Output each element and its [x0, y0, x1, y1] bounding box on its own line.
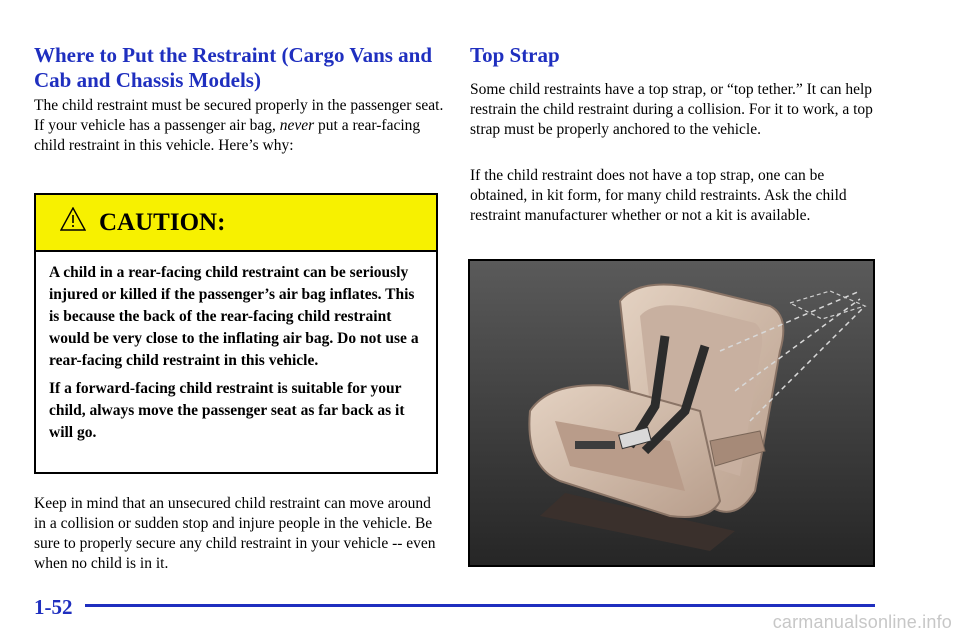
top-strap-paragraph-2: If the child restraint does not have a top strap, one can be obtained, in kit form, for many child restraints. Ask the child restraint manufacturer whether or not a kit is available. [470, 167, 847, 224]
caution-header [36, 195, 436, 252]
intro-emphasis: never [279, 117, 315, 134]
closing-paragraph: Keep in mind that an unsecured child restraint can move around in a collision or sudden stop and injure people in the vehicle. Be sure to properly secure any child restraint in your vehicle -- even when no child is in it. [34, 495, 436, 572]
page-number: 1-52 [34, 595, 73, 619]
section-heading-placement: Where to Put the Restraint (Cargo Vans and Cab and Chassis Models) [34, 43, 433, 92]
section-heading-top-strap: Top Strap [470, 43, 560, 67]
caution-paragraph-1: A child in a rear-facing child restraint can be seriously injured or killed if the passenger’s air bag inflates. This is because the back of the rear-facing child restraint would be very close to the inflating air bag. Do not use a rear-facing child restraint in this vehicle. [49, 264, 419, 369]
top-strap-paragraph-1: Some child restraints have a top strap, or “top tether.” It can help restrain the child restraint during a collision. For it to work, a top strap must be properly anchored to the vehicle. [470, 81, 873, 138]
warning-triangle-icon [60, 207, 86, 231]
intro-text-start: The child restraint must be secured properly in the passenger seat. If your vehicle has a passenger air bag, [34, 97, 444, 134]
child-seat-illustration [468, 259, 875, 567]
watermark: carmanualsonline.info [772, 612, 952, 632]
caution-paragraph-2: If a forward-facing child restraint is suitable for your child, always move the passenger seat as far back as it will go. [49, 380, 405, 441]
caution-body [36, 252, 436, 444]
footer-rule [85, 604, 875, 607]
child-seat-drawing [470, 261, 873, 565]
intro-text-end: put a rear-facing child restraint in this vehicle. Here’s why: [34, 117, 421, 154]
caution-title: CAUTION: [99, 209, 226, 236]
caution-box [34, 193, 438, 474]
intro-paragraph [34, 96, 444, 156]
